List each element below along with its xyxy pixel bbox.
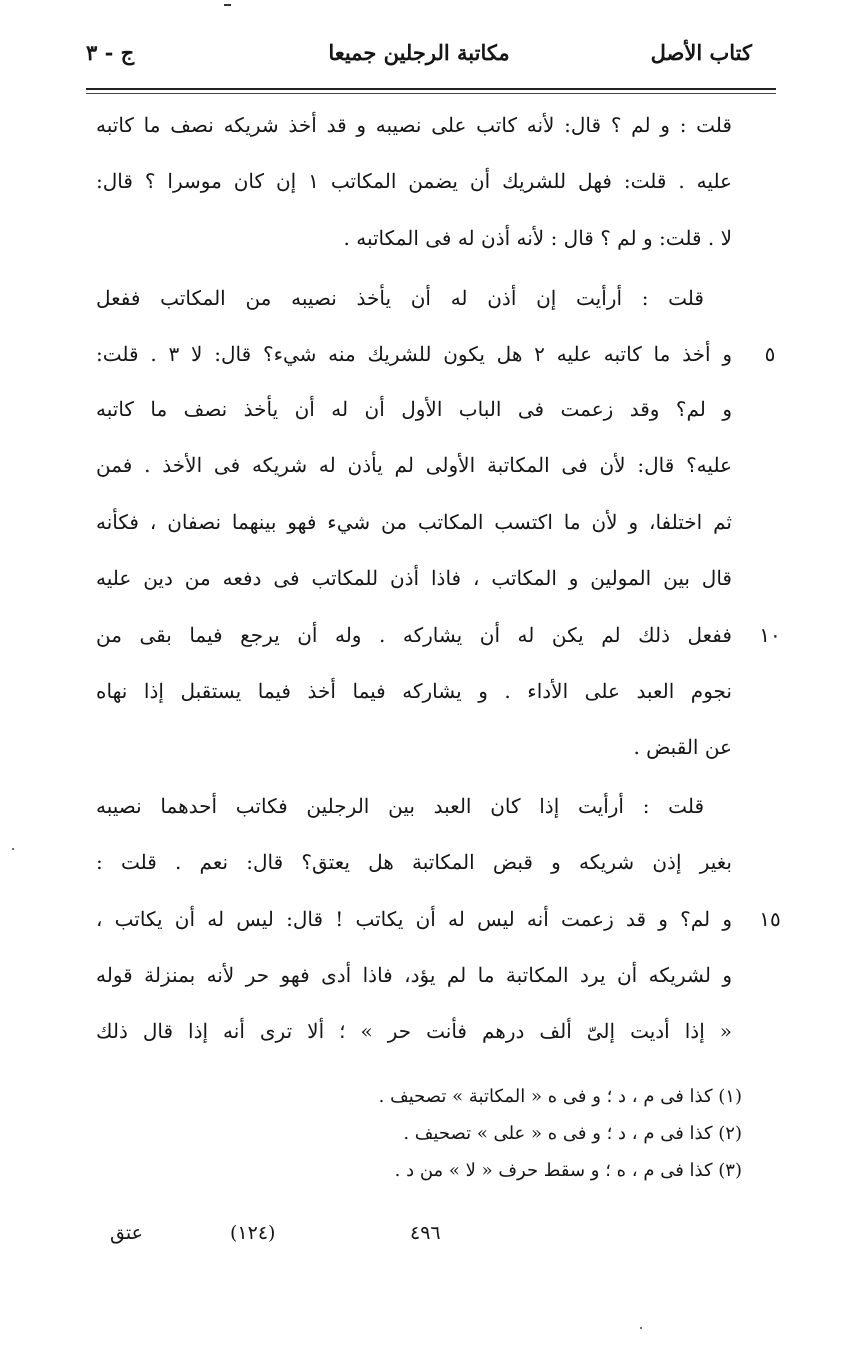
body-line: عن القبض . <box>633 735 732 759</box>
footnote: (٢) كذا فى م ، د ؛ و فى ه « على » تصحيف . <box>403 1123 742 1144</box>
paper-speck <box>12 848 14 850</box>
margin-line-number: ٥ <box>764 342 776 366</box>
page-number: ٤٩٦ <box>410 1222 441 1244</box>
body-line: ففعل ذلك لم يكن له أن يشاركه . وله أن يرجع فيما بقى من <box>96 623 732 647</box>
body-line: نجوم العبد على الأداء . و يشاركه فيما أخذ فيما يستقبل إذا نهاه <box>96 679 732 703</box>
paper-speck <box>640 1327 642 1329</box>
chapter-title: مكاتبة الرجلين جميعا <box>328 40 510 65</box>
body-line: عليه . قلت: فهل للشريك أن يضمن المكاتب ١ إن كان موسرا ؟ قال: <box>96 169 732 193</box>
footnote: (١) كذا فى م ، د ؛ و فى ه « المكاتبة » تصحيف . <box>378 1086 742 1107</box>
volume-label: ج - ٣ <box>86 40 135 65</box>
body-line: ثم اختلفا، و لأن ما اكتسب المكاتب من شيء فهو بينهما نصفان ، فكأنه <box>96 510 732 534</box>
book-title: كتاب الأصل <box>650 40 752 65</box>
body-line: و أخذ ما كاتبه عليه ٢ هل يكون للشريك منه شيء؟ قال: لا ٣ . قلت: <box>96 342 732 366</box>
body-line: و لم؟ وقد زعمت فى الباب الأول أن له أن يأخذ نصف ما كاتبه <box>96 397 732 421</box>
page-footer <box>110 1222 470 1252</box>
margin-line-number: ١٠ <box>759 623 781 647</box>
body-line: قلت : و لم ؟ قال: لأنه كاتب على نصيبه و قد أخذ شريكه نصف ما كاتبه <box>96 113 732 137</box>
body-line: عليه؟ قال: لأن فى المكاتبة الأولى لم يأذن له شريكه فى الأخذ . فمن <box>96 453 732 477</box>
catchword: عتق <box>110 1222 143 1244</box>
signature-reference: (١٢٤) <box>230 1222 276 1244</box>
body-line: و لم؟ و قد زعمت أنه ليس له أن يكاتب ! قال: ليس له أن يكاتب ، <box>96 907 732 931</box>
body-line: قال بين المولين و المكاتب ، فاذا أذن للمكاتب فى دفعه من دين عليه <box>96 566 732 590</box>
body-line: لا . قلت: و لم ؟ قال : لأنه أذن له فى المكاتبه . <box>343 226 732 250</box>
body-line: قلت : أرأيت إن أذن له أن يأخذ نصيبه من المكاتب ففعل <box>96 286 704 310</box>
body-line: و لشريكه أن يرد المكاتبة ما لم يؤد، فاذا أدى فهو حر لأنه بمنزلة قوله <box>96 963 732 987</box>
body-line: قلت : أرأيت إذا كان العبد بين الرجلين فكاتب أحدهما نصيبه <box>96 794 704 818</box>
footnote: (٣) كذا فى م ، ه ؛ و سقط حرف « لا » من د . <box>394 1160 742 1181</box>
footnotes <box>300 1078 742 1189</box>
body-line: بغير إذن شريكه و قبض المكاتبة هل يعتق؟ قال: نعم . قلت : <box>96 850 732 874</box>
body-line: « إذا أديت إلىّ ألف درهم فأنت حر » ؛ ألا ترى أنه إذا قال ذلك <box>96 1019 732 1043</box>
margin-line-number: ١٥ <box>759 907 781 931</box>
